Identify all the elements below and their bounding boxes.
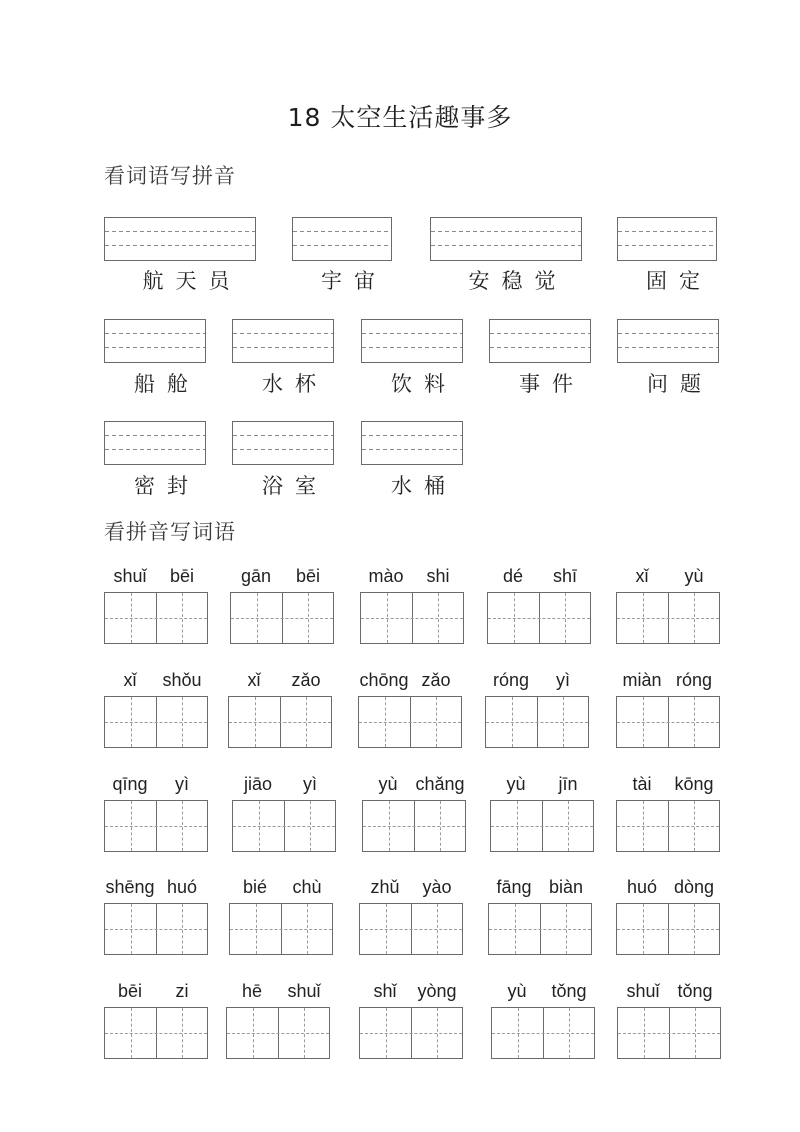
- word-label: 事件: [519, 372, 585, 396]
- grid-guide-line: [563, 697, 564, 747]
- grid-guide-line: [643, 593, 644, 643]
- grid-guide-line: [360, 1033, 462, 1034]
- pinyin-label: [616, 774, 720, 798]
- pinyin-syllable: yòng: [417, 981, 457, 1001]
- pinyin-writing-box[interactable]: [361, 421, 463, 465]
- grid-guide-line: [306, 697, 307, 747]
- grid-guide-line: [105, 929, 207, 930]
- pinyin-label: [226, 981, 330, 1005]
- grid-guide-line: [386, 1008, 387, 1058]
- pinyin-syllable: zhǔ: [370, 877, 400, 897]
- pinyin-syllable: tài: [632, 774, 652, 794]
- grid-guide-line: [131, 697, 132, 747]
- grid-guide-line: [643, 697, 644, 747]
- grid-guide-line: [231, 618, 333, 619]
- grid-guide-line: [565, 593, 566, 643]
- grid-guide-line: [387, 593, 388, 643]
- pinyin-label: [359, 877, 463, 901]
- pinyin-syllable: hē: [241, 981, 263, 1001]
- pinyin-syllable: chù: [292, 877, 322, 897]
- grid-guide-line: [361, 618, 463, 619]
- grid-guide-line: [617, 826, 719, 827]
- grid-guide-line: [437, 904, 438, 954]
- pinyin-writing-box[interactable]: [232, 421, 334, 465]
- grid-guide-line: [569, 1008, 570, 1058]
- grid-guide-line: [360, 929, 462, 930]
- character-writing-grid[interactable]: [230, 592, 334, 644]
- grid-guide-line: [363, 826, 465, 827]
- word-label: 安稳觉: [468, 269, 568, 293]
- pinyin-syllable: fāng: [496, 877, 532, 897]
- pinyin-syllable: róng: [675, 670, 713, 690]
- pinyin-syllable: dòng: [673, 877, 715, 897]
- grid-guide-line: [386, 904, 387, 954]
- grid-guide-line: [514, 593, 515, 643]
- pinyin-syllable: shī: [552, 566, 577, 586]
- pinyin-syllable: shuǐ: [626, 981, 660, 1001]
- grid-guide-line: [310, 801, 311, 851]
- pinyin-label: [488, 877, 592, 901]
- pinyin-syllable: gān: [240, 566, 272, 586]
- page-title: 18 太空生活趣事多: [287, 103, 513, 132]
- section-heading-write-words: 看拼音写词语: [104, 520, 236, 544]
- pinyin-label: [616, 566, 720, 590]
- grid-guide-line: [257, 593, 258, 643]
- character-writing-grid[interactable]: [104, 592, 208, 644]
- pinyin-syllable: chǎng: [415, 774, 465, 794]
- pinyin-label: [358, 670, 462, 694]
- word-label: 水杯: [262, 372, 328, 396]
- pinyin-syllable: xǐ: [247, 670, 261, 690]
- grid-guide-line: [182, 904, 183, 954]
- grid-guide-line: [105, 618, 207, 619]
- grid-guide-line: [617, 929, 719, 930]
- pinyin-syllable: xǐ: [635, 566, 649, 586]
- grid-guide-line: [566, 904, 567, 954]
- grid-guide-line: [643, 904, 644, 954]
- grid-guide-line: [182, 1008, 183, 1058]
- pinyin-syllable: mào: [368, 566, 404, 586]
- grid-guide-line: [694, 593, 695, 643]
- pinyin-syllable: jīn: [558, 774, 578, 794]
- character-writing-grid[interactable]: [616, 903, 720, 955]
- grid-guide-line: [308, 593, 309, 643]
- pinyin-label: [104, 774, 208, 798]
- pinyin-writing-box[interactable]: [430, 217, 582, 261]
- word-label: 宇宙: [321, 269, 387, 293]
- grid-guide-line: [182, 697, 183, 747]
- grid-guide-line: [256, 904, 257, 954]
- pinyin-syllable: qīng: [112, 774, 148, 794]
- pinyin-syllable: bié: [242, 877, 268, 897]
- pinyin-label: [359, 981, 463, 1005]
- grid-guide-line: [385, 697, 386, 747]
- pinyin-syllable: chōng: [359, 670, 409, 690]
- pinyin-label: [230, 566, 334, 590]
- pinyin-syllable: yì: [174, 774, 189, 794]
- character-writing-grid[interactable]: [487, 592, 591, 644]
- pinyin-syllable: kōng: [674, 774, 714, 794]
- grid-guide-line: [307, 904, 308, 954]
- grid-guide-line: [359, 722, 461, 723]
- pinyin-syllable: yì: [555, 670, 570, 690]
- grid-guide-line: [617, 722, 719, 723]
- pinyin-syllable: bēi: [169, 566, 195, 586]
- grid-guide-line: [489, 929, 591, 930]
- pinyin-syllable: róng: [492, 670, 530, 690]
- grid-guide-line: [694, 904, 695, 954]
- grid-guide-line: [515, 904, 516, 954]
- pinyin-writing-box[interactable]: [361, 319, 463, 363]
- character-writing-grid[interactable]: [228, 696, 332, 748]
- grid-guide-line: [233, 826, 335, 827]
- grid-guide-line: [227, 1033, 329, 1034]
- character-writing-grid[interactable]: [104, 800, 208, 852]
- grid-guide-line: [437, 1008, 438, 1058]
- word-label: 问题: [647, 372, 713, 396]
- pinyin-writing-box[interactable]: [617, 217, 717, 261]
- word-label: 浴室: [262, 474, 328, 498]
- character-writing-grid[interactable]: [488, 903, 592, 955]
- grid-guide-line: [131, 593, 132, 643]
- pinyin-syllable: shǐ: [373, 981, 397, 1001]
- pinyin-syllable: yù: [506, 774, 526, 794]
- pinyin-syllable: biàn: [548, 877, 584, 897]
- pinyin-label: [104, 670, 208, 694]
- pinyin-writing-box[interactable]: [617, 319, 719, 363]
- pinyin-syllable: miàn: [622, 670, 662, 690]
- character-writing-grid[interactable]: [359, 903, 463, 955]
- pinyin-label: [104, 877, 208, 901]
- grid-guide-line: [389, 801, 390, 851]
- pinyin-syllable: bēi: [117, 981, 143, 1001]
- pinyin-label: [104, 981, 208, 1005]
- grid-guide-line: [618, 1033, 720, 1034]
- pinyin-syllable: shuǐ: [287, 981, 321, 1001]
- pinyin-syllable: bēi: [295, 566, 321, 586]
- character-writing-grid[interactable]: [358, 696, 462, 748]
- character-writing-grid[interactable]: [616, 696, 720, 748]
- pinyin-writing-box[interactable]: [104, 421, 206, 465]
- character-writing-grid[interactable]: [491, 1007, 595, 1059]
- grid-guide-line: [182, 801, 183, 851]
- character-writing-grid[interactable]: [359, 1007, 463, 1059]
- word-label: 船舱: [134, 372, 200, 396]
- pinyin-label: [104, 566, 208, 590]
- pinyin-syllable: xǐ: [123, 670, 137, 690]
- character-writing-grid[interactable]: [617, 1007, 721, 1059]
- grid-guide-line: [518, 1008, 519, 1058]
- grid-guide-line: [644, 1008, 645, 1058]
- word-label: 饮料: [391, 372, 457, 396]
- grid-guide-line: [255, 697, 256, 747]
- grid-guide-line: [230, 929, 332, 930]
- grid-guide-line: [486, 722, 588, 723]
- grid-guide-line: [131, 801, 132, 851]
- grid-guide-line: [105, 722, 207, 723]
- character-writing-grid[interactable]: [104, 1007, 208, 1059]
- grid-guide-line: [229, 722, 331, 723]
- grid-guide-line: [568, 801, 569, 851]
- pinyin-label: [491, 981, 595, 1005]
- pinyin-label: [617, 981, 721, 1005]
- word-label: 固定: [646, 269, 712, 293]
- pinyin-label: [229, 877, 333, 901]
- pinyin-syllable: yào: [422, 877, 452, 897]
- pinyin-label: [490, 774, 594, 798]
- character-writing-grid[interactable]: [226, 1007, 330, 1059]
- pinyin-label: [487, 566, 591, 590]
- grid-guide-line: [304, 1008, 305, 1058]
- character-writing-grid[interactable]: [362, 800, 466, 852]
- grid-guide-line: [617, 618, 719, 619]
- grid-guide-line: [517, 801, 518, 851]
- pinyin-syllable: shuǐ: [113, 566, 147, 586]
- word-label: 密封: [134, 474, 200, 498]
- pinyin-syllable: tǒng: [677, 981, 713, 1001]
- pinyin-writing-box[interactable]: [232, 319, 334, 363]
- grid-guide-line: [512, 697, 513, 747]
- grid-guide-line: [695, 1008, 696, 1058]
- grid-guide-line: [105, 1033, 207, 1034]
- grid-guide-line: [643, 801, 644, 851]
- character-writing-grid[interactable]: [485, 696, 589, 748]
- grid-guide-line: [438, 593, 439, 643]
- pinyin-syllable: jiāo: [243, 774, 273, 794]
- pinyin-label: [232, 774, 336, 798]
- character-writing-grid[interactable]: [232, 800, 336, 852]
- character-writing-grid[interactable]: [229, 903, 333, 955]
- character-writing-grid[interactable]: [616, 800, 720, 852]
- pinyin-syllable: shi: [426, 566, 450, 586]
- grid-guide-line: [492, 1033, 594, 1034]
- pinyin-label: [616, 877, 720, 901]
- word-label: 水桶: [391, 474, 457, 498]
- grid-guide-line: [440, 801, 441, 851]
- pinyin-label: [228, 670, 332, 694]
- grid-guide-line: [694, 697, 695, 747]
- pinyin-syllable: zi: [175, 981, 189, 1001]
- grid-guide-line: [694, 801, 695, 851]
- pinyin-writing-box[interactable]: [104, 319, 206, 363]
- grid-guide-line: [259, 801, 260, 851]
- section-heading-write-pinyin: 看词语写拼音: [104, 164, 236, 188]
- pinyin-syllable: dé: [502, 566, 524, 586]
- pinyin-syllable: shēng: [105, 877, 155, 897]
- character-writing-grid[interactable]: [104, 903, 208, 955]
- grid-guide-line: [488, 618, 590, 619]
- pinyin-syllable: yù: [684, 566, 704, 586]
- pinyin-syllable: yì: [302, 774, 317, 794]
- pinyin-syllable: tǒng: [551, 981, 587, 1001]
- pinyin-syllable: huó: [626, 877, 658, 897]
- grid-guide-line: [182, 593, 183, 643]
- grid-guide-line: [253, 1008, 254, 1058]
- pinyin-writing-box[interactable]: [104, 217, 256, 261]
- pinyin-syllable: shǒu: [162, 670, 202, 690]
- grid-guide-line: [131, 904, 132, 954]
- character-writing-grid[interactable]: [360, 592, 464, 644]
- grid-guide-line: [131, 1008, 132, 1058]
- pinyin-writing-box[interactable]: [292, 217, 392, 261]
- pinyin-syllable: zǎo: [421, 670, 451, 690]
- character-writing-grid[interactable]: [490, 800, 594, 852]
- pinyin-syllable: yù: [378, 774, 398, 794]
- grid-guide-line: [436, 697, 437, 747]
- pinyin-syllable: yù: [507, 981, 527, 1001]
- pinyin-syllable: zǎo: [291, 670, 321, 690]
- pinyin-writing-box[interactable]: [489, 319, 591, 363]
- grid-guide-line: [105, 826, 207, 827]
- pinyin-label: [362, 774, 466, 798]
- pinyin-label: [360, 566, 464, 590]
- word-label: 航天员: [142, 269, 242, 293]
- pinyin-label: [616, 670, 720, 694]
- character-writing-grid[interactable]: [616, 592, 720, 644]
- pinyin-syllable: huó: [166, 877, 198, 897]
- grid-guide-line: [491, 826, 593, 827]
- character-writing-grid[interactable]: [104, 696, 208, 748]
- pinyin-label: [485, 670, 589, 694]
